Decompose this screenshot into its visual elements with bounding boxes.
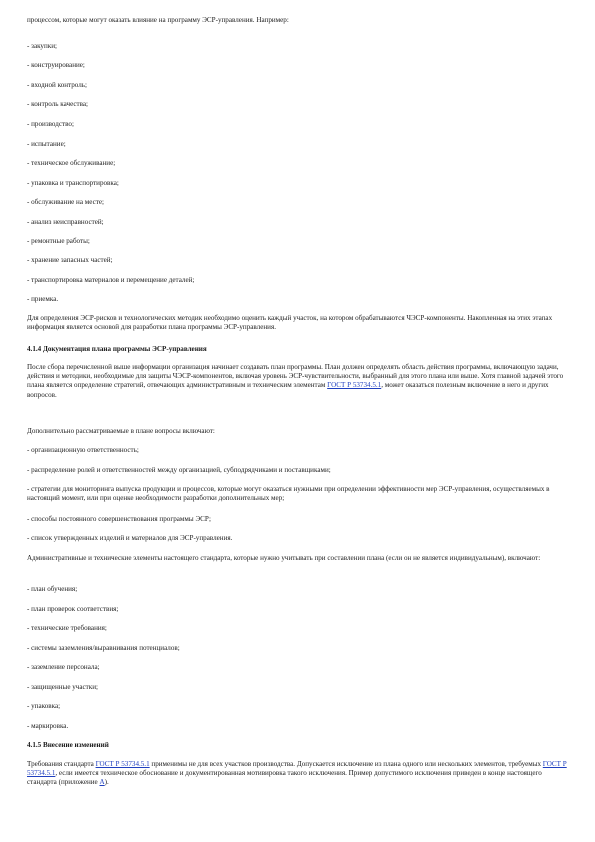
section-414-heading: 4.1.4 Документация плана программы ЭСР-управления [27,345,207,353]
element-item: - технические требования; [27,624,107,632]
stage-item: - контроль качества; [27,100,89,108]
assessment-paragraph: Для определения ЭСР-рисков и технологических методик необходимо оценить каждый участок, на котором обрабатываются ЧЭСР-компоненты. Накопленная на этих этапах информация является основой для разработки плана программы ЭСР-управления. [27,314,553,332]
stage-item: - анализ неисправностей; [27,218,104,226]
section-415-heading: 4.1.5 Внесение изменений [27,741,109,749]
changes-text: ). [104,778,109,787]
stage-item: - ремонтные работы; [27,237,90,245]
element-item: - план проверок соответствия; [27,605,119,613]
changes-text: применимы не для всех участков производства. Допускается исключение из плана одного или нескольких элементов, требуемых [151,760,542,768]
stage-item: - испытание; [27,140,66,148]
stage-item: - хранение запасных частей; [27,256,113,264]
stage-item: - производство; [27,120,74,128]
additional-intro: Дополнительно рассматриваемые в плане вопросы включают: [27,427,215,435]
plan-paragraph-text: После сбора перечисленной выше информации организация начинает создавать план программы. План должен определять область действия программы, включающую задачи, действия и методики, необходимые для защиты ЧЭСР-компонентов, включая уровень ЭСР-чувствительности, выбранный для этого плана или выше. Хотя главной задачей этого плана является определение стратегий, отвечающих административным и техническим элементам [27,363,564,390]
stage-item: - транспортировка материалов и перемещение деталей; [27,276,195,284]
additional-item: - распределение ролей и ответственностей между организацией, субподрядчиками и поставщиками; [27,466,331,474]
stage-item: - упаковка и транспортировка; [27,179,119,187]
element-item: - маркировка. [27,722,69,730]
additional-item: - способы постоянного совершенствования программы ЭСР; [27,515,212,523]
gost-link[interactable]: ГОСТ Р 53734.5.1 [327,381,382,390]
gost-link[interactable]: ГОСТ Р 53734.5.1 [95,760,150,768]
stage-item: - входной контроль; [27,81,87,89]
plan-paragraph-tail: , может оказаться полезным включение в него и других вопросов. [27,381,549,399]
stage-item: - техническое обслуживание; [27,159,116,167]
changes-paragraph [27,760,572,788]
appendix-a-link[interactable]: А [99,778,105,787]
element-item: - упаковка; [27,702,61,710]
changes-text: , если имеется техническое обоснование и документированная мотивировка такого исключения. Пример допустимого исключения приведен в конце настоящего стандарта (приложение [27,769,542,787]
element-item: - защищенные участки; [27,683,98,691]
additional-item: - стратегии для мониторинга выпуска продукции и процессов, которые могут оказаться нужными при определении эффективности мер ЭСР-управления, осуществляемых в настоящий момент, или при оценке необходимости разработки дополнительных мер; [27,485,550,503]
additional-item: - список утвержденных изделий и материалов для ЭСР-управления. [27,534,233,542]
gost-link[interactable]: ГОСТ Р 53734.5.1 [27,760,567,778]
stage-item: - закупки; [27,42,57,50]
elements-intro: Административные и технические элементы настоящего стандарта, которые нужно учитывать при составлении плана (если он не является индивидуальным), включают: [27,554,541,562]
stage-item: - конструирование; [27,61,85,69]
element-item: - план обучения; [27,585,78,593]
element-item: - системы заземления/выравнивания потенциалов; [27,644,180,652]
stage-item: - приемка. [27,295,59,303]
stage-item: - обслуживание на месте; [27,198,104,206]
element-item: - заземление персонала; [27,663,100,671]
additional-item: - организационную ответственность; [27,446,139,454]
changes-text: Требования стандарта [27,760,94,768]
intro-paragraph: процессом, которые могут оказать влияние на программу ЭСР-управления. Например: [27,16,289,24]
plan-documentation-paragraph [27,363,572,400]
